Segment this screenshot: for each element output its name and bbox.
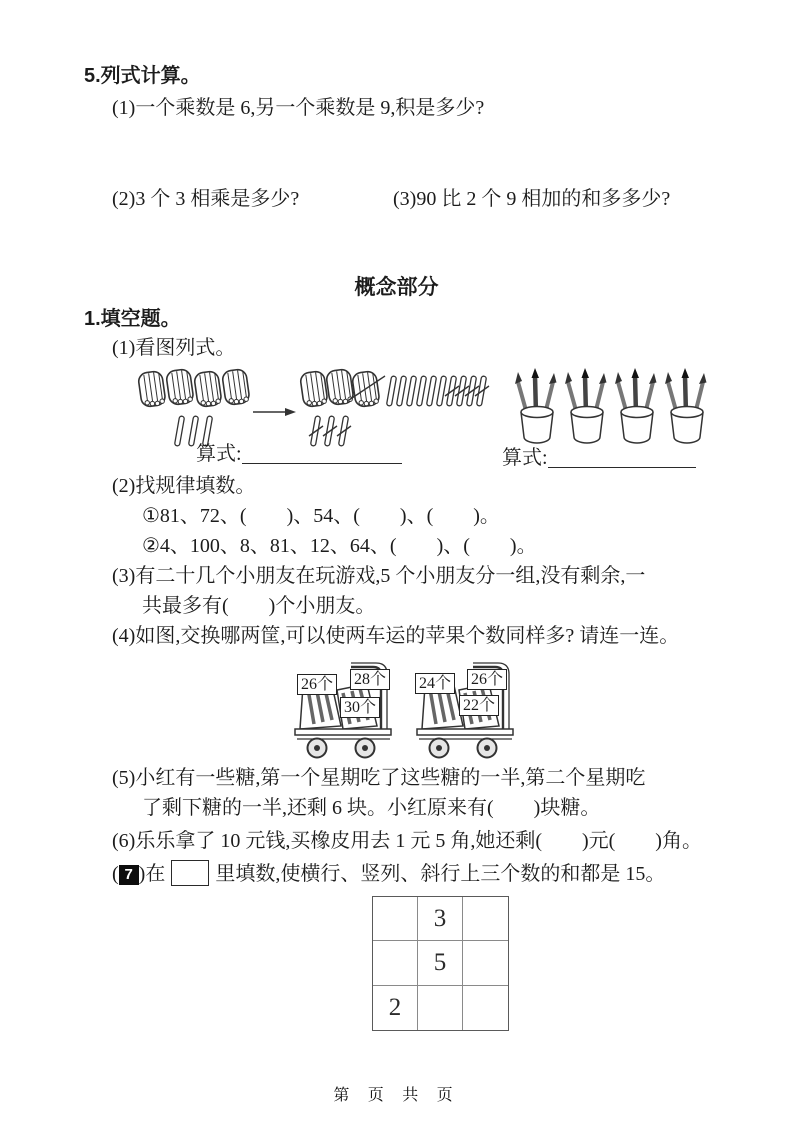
basket-label: 28个 — [350, 669, 390, 690]
concept-heading: 概念部分 — [354, 276, 439, 299]
question-3-line2: 共最多有( )个小朋友。 — [142, 595, 376, 617]
question-5-line1: (5)小红有一些糖,第一个星期吃了这些糖的一半,第二个星期吃 — [112, 767, 646, 789]
basket-label: 30个 — [340, 697, 380, 718]
question-7-mid-text: )在 — [138, 863, 166, 885]
arrow-icon — [253, 408, 296, 416]
section5-question-3: (3)90 比 2 个 9 相加的和多多少? — [393, 188, 671, 210]
basket-label: 26个 — [467, 669, 507, 690]
grid-cell: 3 — [418, 897, 463, 941]
grid-cell — [463, 986, 508, 1030]
section5-question-1: (1)一个乘数是 6,另一个乘数是 9,积是多少? — [112, 97, 485, 119]
formula-row-right — [502, 446, 696, 470]
stick-bundles-before — [138, 369, 251, 447]
question-7-number-badge: 7 — [119, 865, 139, 885]
pencil-cup — [615, 368, 657, 443]
question-6: (6)乐乐拿了 10 元钱,买橡皮用去 1 元 5 角,她还剩( )元( )角。 — [112, 830, 702, 852]
question-2-line1: ①81、72、( )、54、( )、( )。 — [142, 505, 500, 527]
question-1-label: (1)看图列式。 — [112, 337, 236, 359]
pencil-cups-figure — [513, 366, 711, 448]
grid-cell — [373, 897, 418, 941]
question-7-open-paren: ( — [112, 863, 119, 885]
question-3-line1: (3)有二十几个小朋友在玩游戏,5 个小朋友分一组,没有剩余,一 — [112, 565, 646, 587]
pencil-cup — [515, 368, 557, 443]
formula-row-left — [196, 442, 402, 466]
page-footer: 第 页 共 页 — [333, 1087, 460, 1104]
fill-in-heading: 1.填空题。 — [84, 308, 181, 330]
grid-cell — [418, 986, 463, 1030]
sticks-figure — [133, 366, 493, 454]
pencil-cup — [665, 368, 707, 443]
question-7-rest-text: 里填数,使横行、竖列、斜行上三个数的和都是 15。 — [215, 863, 666, 885]
question-2-label: (2)找规律填数。 — [112, 475, 256, 497]
grid-cell: 5 — [418, 941, 463, 985]
grid-cell: 2 — [373, 986, 418, 1030]
section5-question-2: (2)3 个 3 相乘是多少? — [112, 188, 300, 210]
stick-bundles-after — [300, 369, 489, 447]
basket-label: 24个 — [415, 673, 455, 694]
carts-figure — [293, 660, 533, 764]
basket-label: 22个 — [459, 695, 499, 716]
formula-blank-left — [242, 462, 402, 464]
formula-label-right: 算式: — [502, 447, 548, 469]
pencil-cup — [565, 368, 607, 443]
question-5-line2: 了剩下糖的一半,还剩 6 块。小红原来有( )块糖。 — [142, 797, 601, 819]
grid-cell — [463, 941, 508, 985]
formula-blank-right — [548, 466, 696, 468]
basket-label: 26个 — [297, 674, 337, 695]
question-7 — [112, 860, 665, 886]
question-4-label: (4)如图,交换哪两筐,可以使两车运的苹果个数同样多? 请连一连。 — [112, 625, 680, 647]
grid-cell — [463, 897, 508, 941]
question-2-line2: ②4、100、8、81、12、64、( )、( )。 — [142, 535, 537, 557]
formula-label-left: 算式: — [196, 443, 242, 465]
section5-heading: 5.列式计算。 — [84, 65, 201, 87]
fill-in-box — [171, 860, 209, 886]
magic-square-grid — [372, 896, 509, 1031]
grid-cell — [373, 941, 418, 985]
